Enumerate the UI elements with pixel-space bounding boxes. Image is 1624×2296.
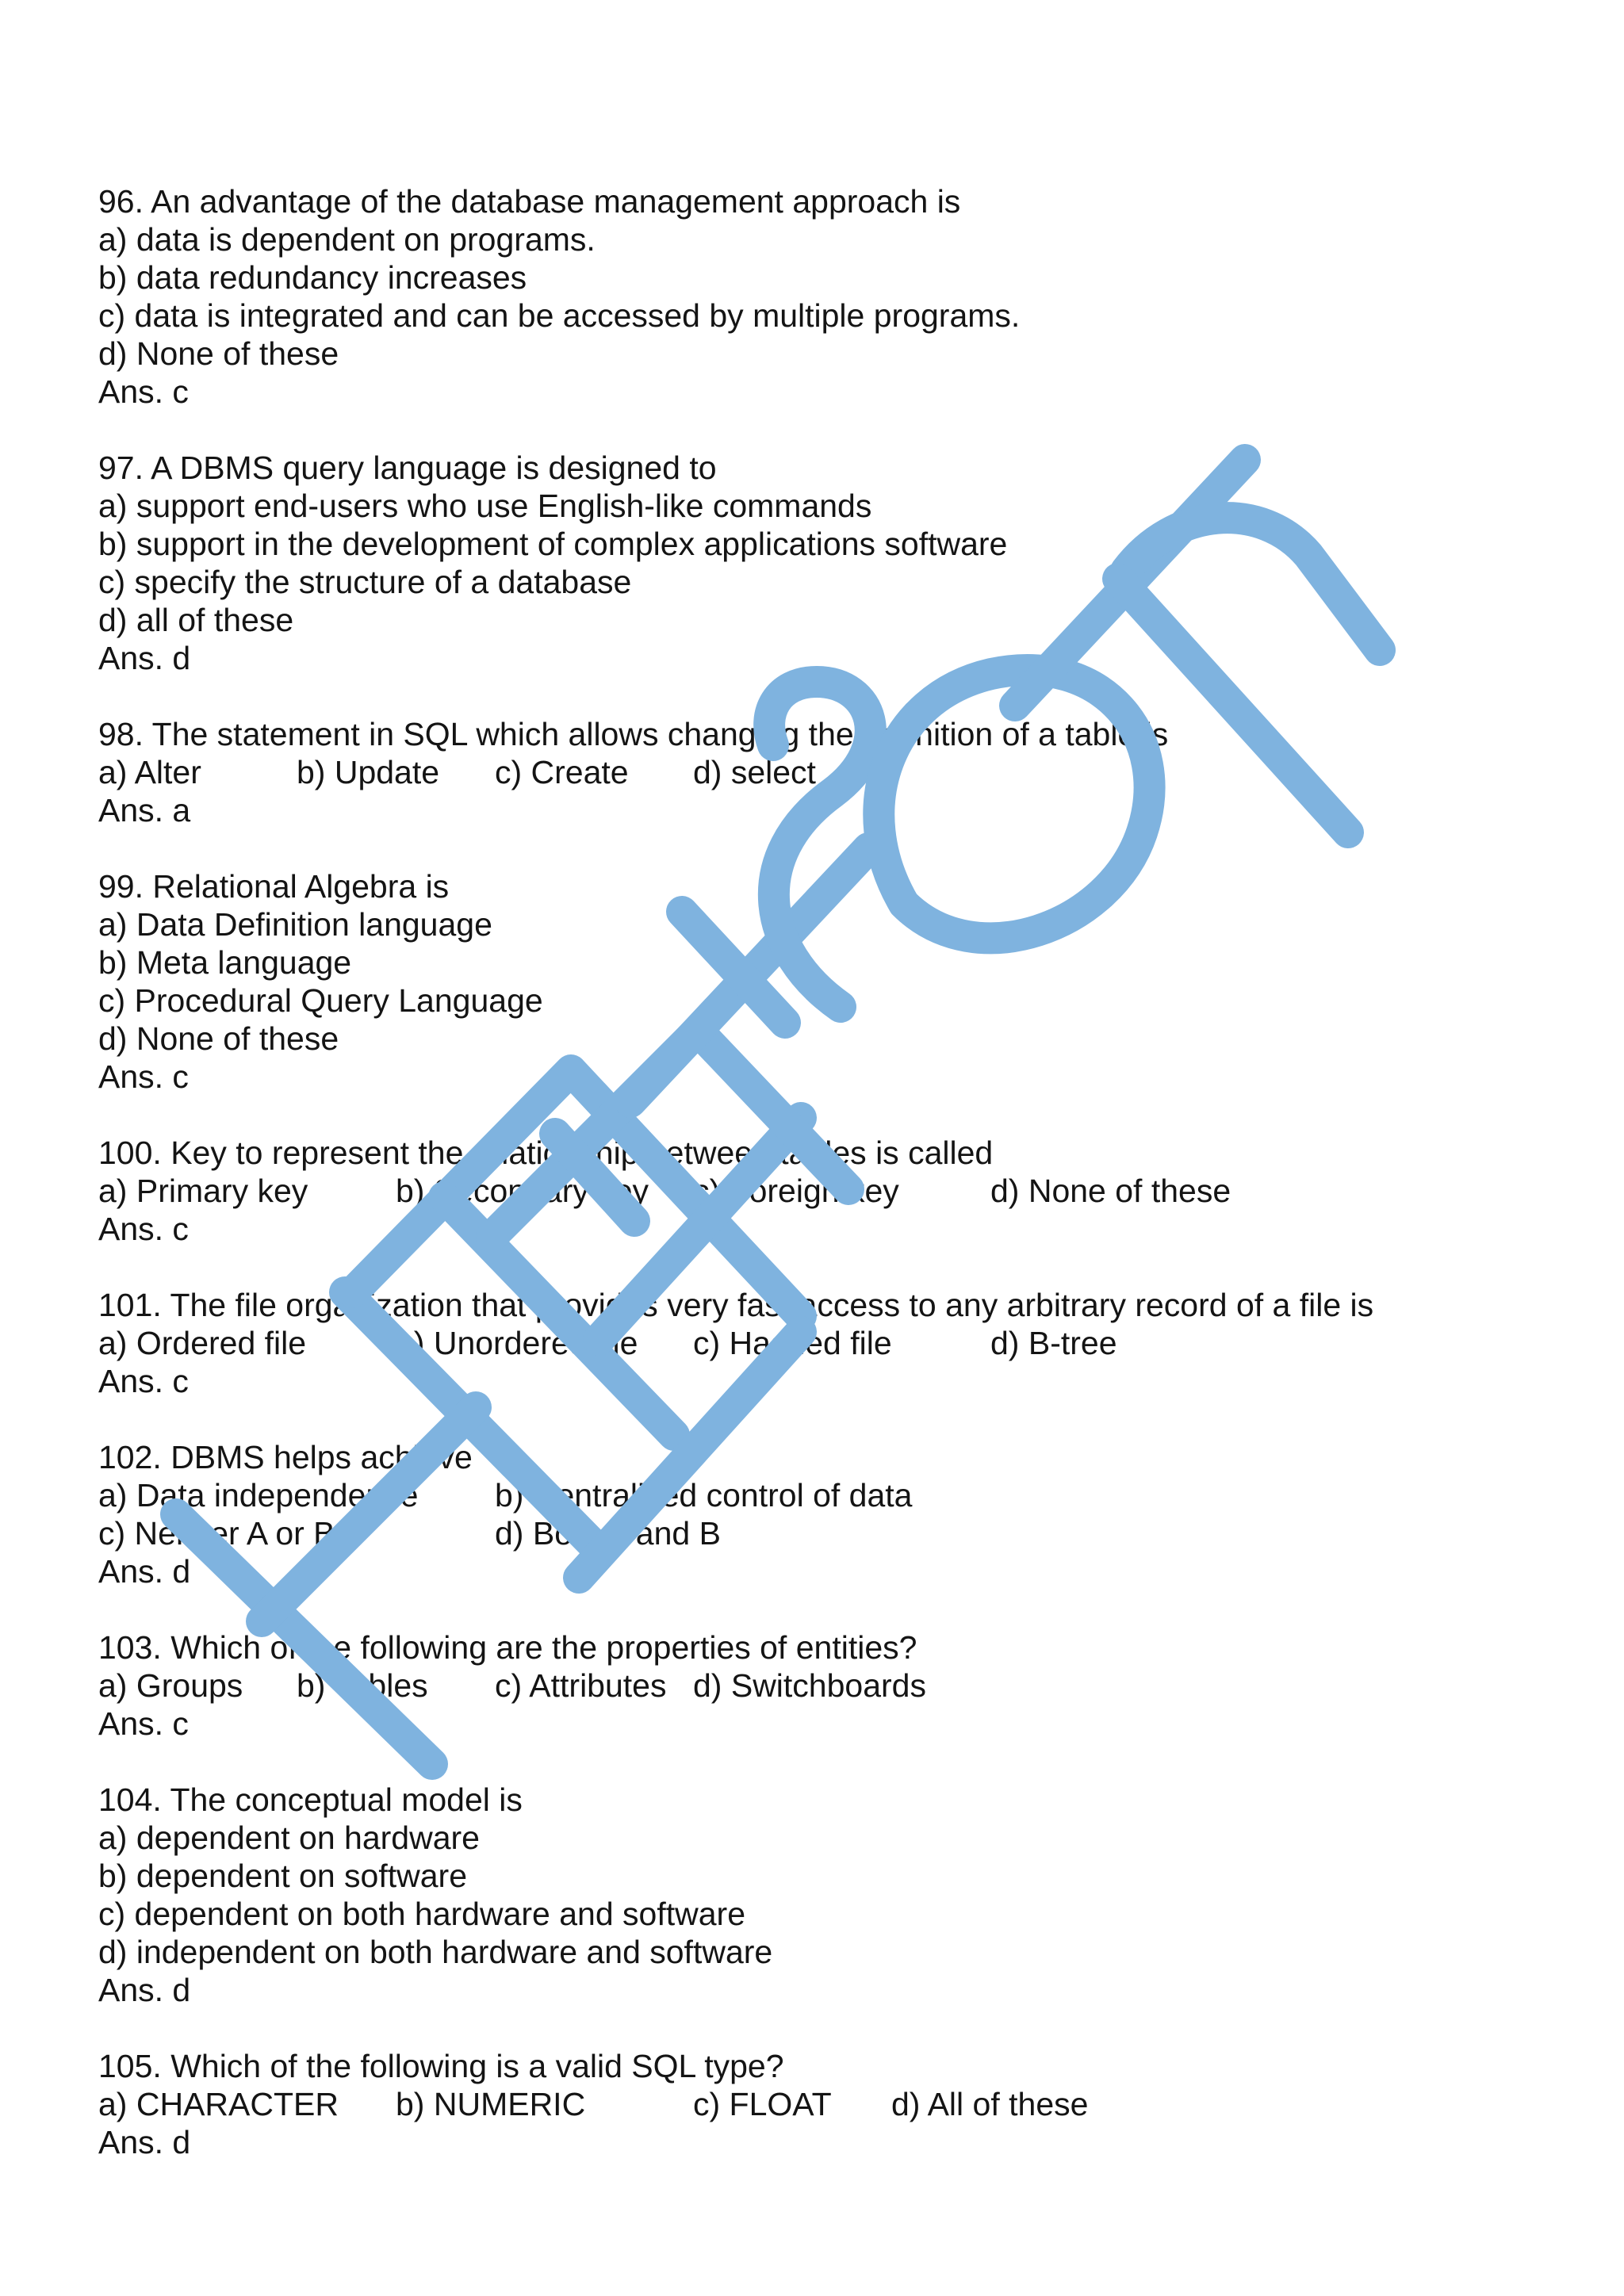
option-b: b) support in the development of complex applications software: [98, 526, 1008, 562]
question-text: 98. The statement in SQL which allows changing the definition of a table is: [98, 716, 1169, 752]
option-c: c) dependent on both hardware and software: [98, 1896, 745, 1932]
option-d: d) None of these: [98, 1020, 339, 1057]
answer: Ans. d: [98, 2124, 191, 2160]
question-text: 101. The file organization that provides very fast access to any arbitrary record of a file is: [98, 1287, 1374, 1323]
question-104: [98, 1781, 1573, 2009]
option-c: c) Procedural Query Language: [98, 982, 543, 1019]
option-d: d) select: [693, 754, 816, 790]
option-c: c) Neither A or B: [98, 1515, 335, 1552]
question-text: 103. Which of the following are the properties of entities?: [98, 1629, 917, 1666]
inline-options: [98, 1324, 1573, 1362]
inline-options: [98, 1172, 1573, 1210]
question-text: 104. The conceptual model is: [98, 1781, 523, 1818]
option-c: c) specify the structure of a database: [98, 564, 632, 600]
inline-options: [98, 1667, 1573, 1705]
answer: Ans. c: [98, 1211, 189, 1247]
answer: Ans. c: [98, 373, 189, 410]
option-a: a) dependent on hardware: [98, 1820, 480, 1856]
options-row-1: [98, 1476, 1573, 1514]
option-d: d) Switchboards: [693, 1667, 926, 1704]
option-a: a) Alter: [98, 754, 201, 790]
option-c: c) Attributes: [495, 1667, 667, 1704]
inline-options: [98, 753, 1573, 791]
option-a: a) CHARACTER: [98, 2086, 339, 2122]
option-c: c) Hashed file: [693, 1325, 892, 1361]
option-d: d) Both A and B: [495, 1515, 721, 1552]
option-d: d) all of these: [98, 602, 294, 638]
question-text: 99. Relational Algebra is: [98, 868, 450, 905]
option-c: c) data is integrated and can be accessed by multiple programs.: [98, 297, 1021, 334]
option-d: d) B-tree: [990, 1325, 1117, 1361]
option-a: a) Groups: [98, 1667, 243, 1704]
question-text: 97. A DBMS query language is designed to: [98, 450, 717, 486]
option-c: c) Create: [495, 754, 629, 790]
question-102: [98, 1438, 1573, 1590]
question-101: [98, 1286, 1573, 1400]
question-text: 96. An advantage of the database management approach is: [98, 183, 961, 220]
option-b: b) data redundancy increases: [98, 259, 527, 296]
question-100: [98, 1134, 1573, 1248]
option-b: b) Secondary key: [396, 1173, 649, 1209]
option-a: a) Primary key: [98, 1173, 308, 1209]
option-b: b) Tables: [297, 1667, 428, 1704]
question-text: 100. Key to represent the relationship between tables is called: [98, 1135, 994, 1171]
option-a: a) Data Definition language: [98, 906, 492, 943]
option-a: a) support end-users who use English-like commands: [98, 488, 872, 524]
answer: Ans. d: [98, 1972, 191, 2008]
option-b: b) Unordered file: [396, 1325, 638, 1361]
option-b: b) Update: [297, 754, 440, 790]
option-a: a) Data independence: [98, 1477, 419, 1513]
question-list: [98, 182, 1573, 2199]
answer: Ans. d: [98, 640, 191, 676]
answer: Ans. c: [98, 1058, 189, 1095]
option-b: b) NUMERIC: [396, 2086, 586, 2122]
question-105: [98, 2047, 1573, 2161]
option-b: b) dependent on software: [98, 1858, 467, 1894]
option-c: c) FLOAT: [693, 2086, 832, 2122]
option-a: a) data is dependent on programs.: [98, 221, 596, 258]
question-98: [98, 715, 1573, 829]
question-text: 105. Which of the following is a valid SQL type?: [98, 2048, 784, 2084]
option-d: d) None of these: [990, 1173, 1231, 1209]
question-103: [98, 1628, 1573, 1743]
option-b: b) Centralised control of data: [495, 1477, 913, 1513]
answer: Ans. a: [98, 792, 191, 828]
option-d: d) independent on both hardware and software: [98, 1934, 773, 1970]
question-99: [98, 867, 1573, 1096]
option-a: a) Ordered file: [98, 1325, 307, 1361]
question-text: 102. DBMS helps achieve: [98, 1439, 473, 1475]
answer: Ans. c: [98, 1705, 189, 1742]
options-row-2: [98, 1514, 1573, 1552]
option-b: b) Meta language: [98, 944, 352, 981]
option-d: d) None of these: [98, 335, 339, 372]
answer: Ans. c: [98, 1363, 189, 1399]
option-d: d) All of these: [891, 2086, 1089, 2122]
question-97: [98, 449, 1573, 677]
answer: Ans. d: [98, 1553, 191, 1590]
option-c: c) Foreign key: [693, 1173, 899, 1209]
question-96: [98, 182, 1573, 411]
inline-options: [98, 2085, 1573, 2123]
